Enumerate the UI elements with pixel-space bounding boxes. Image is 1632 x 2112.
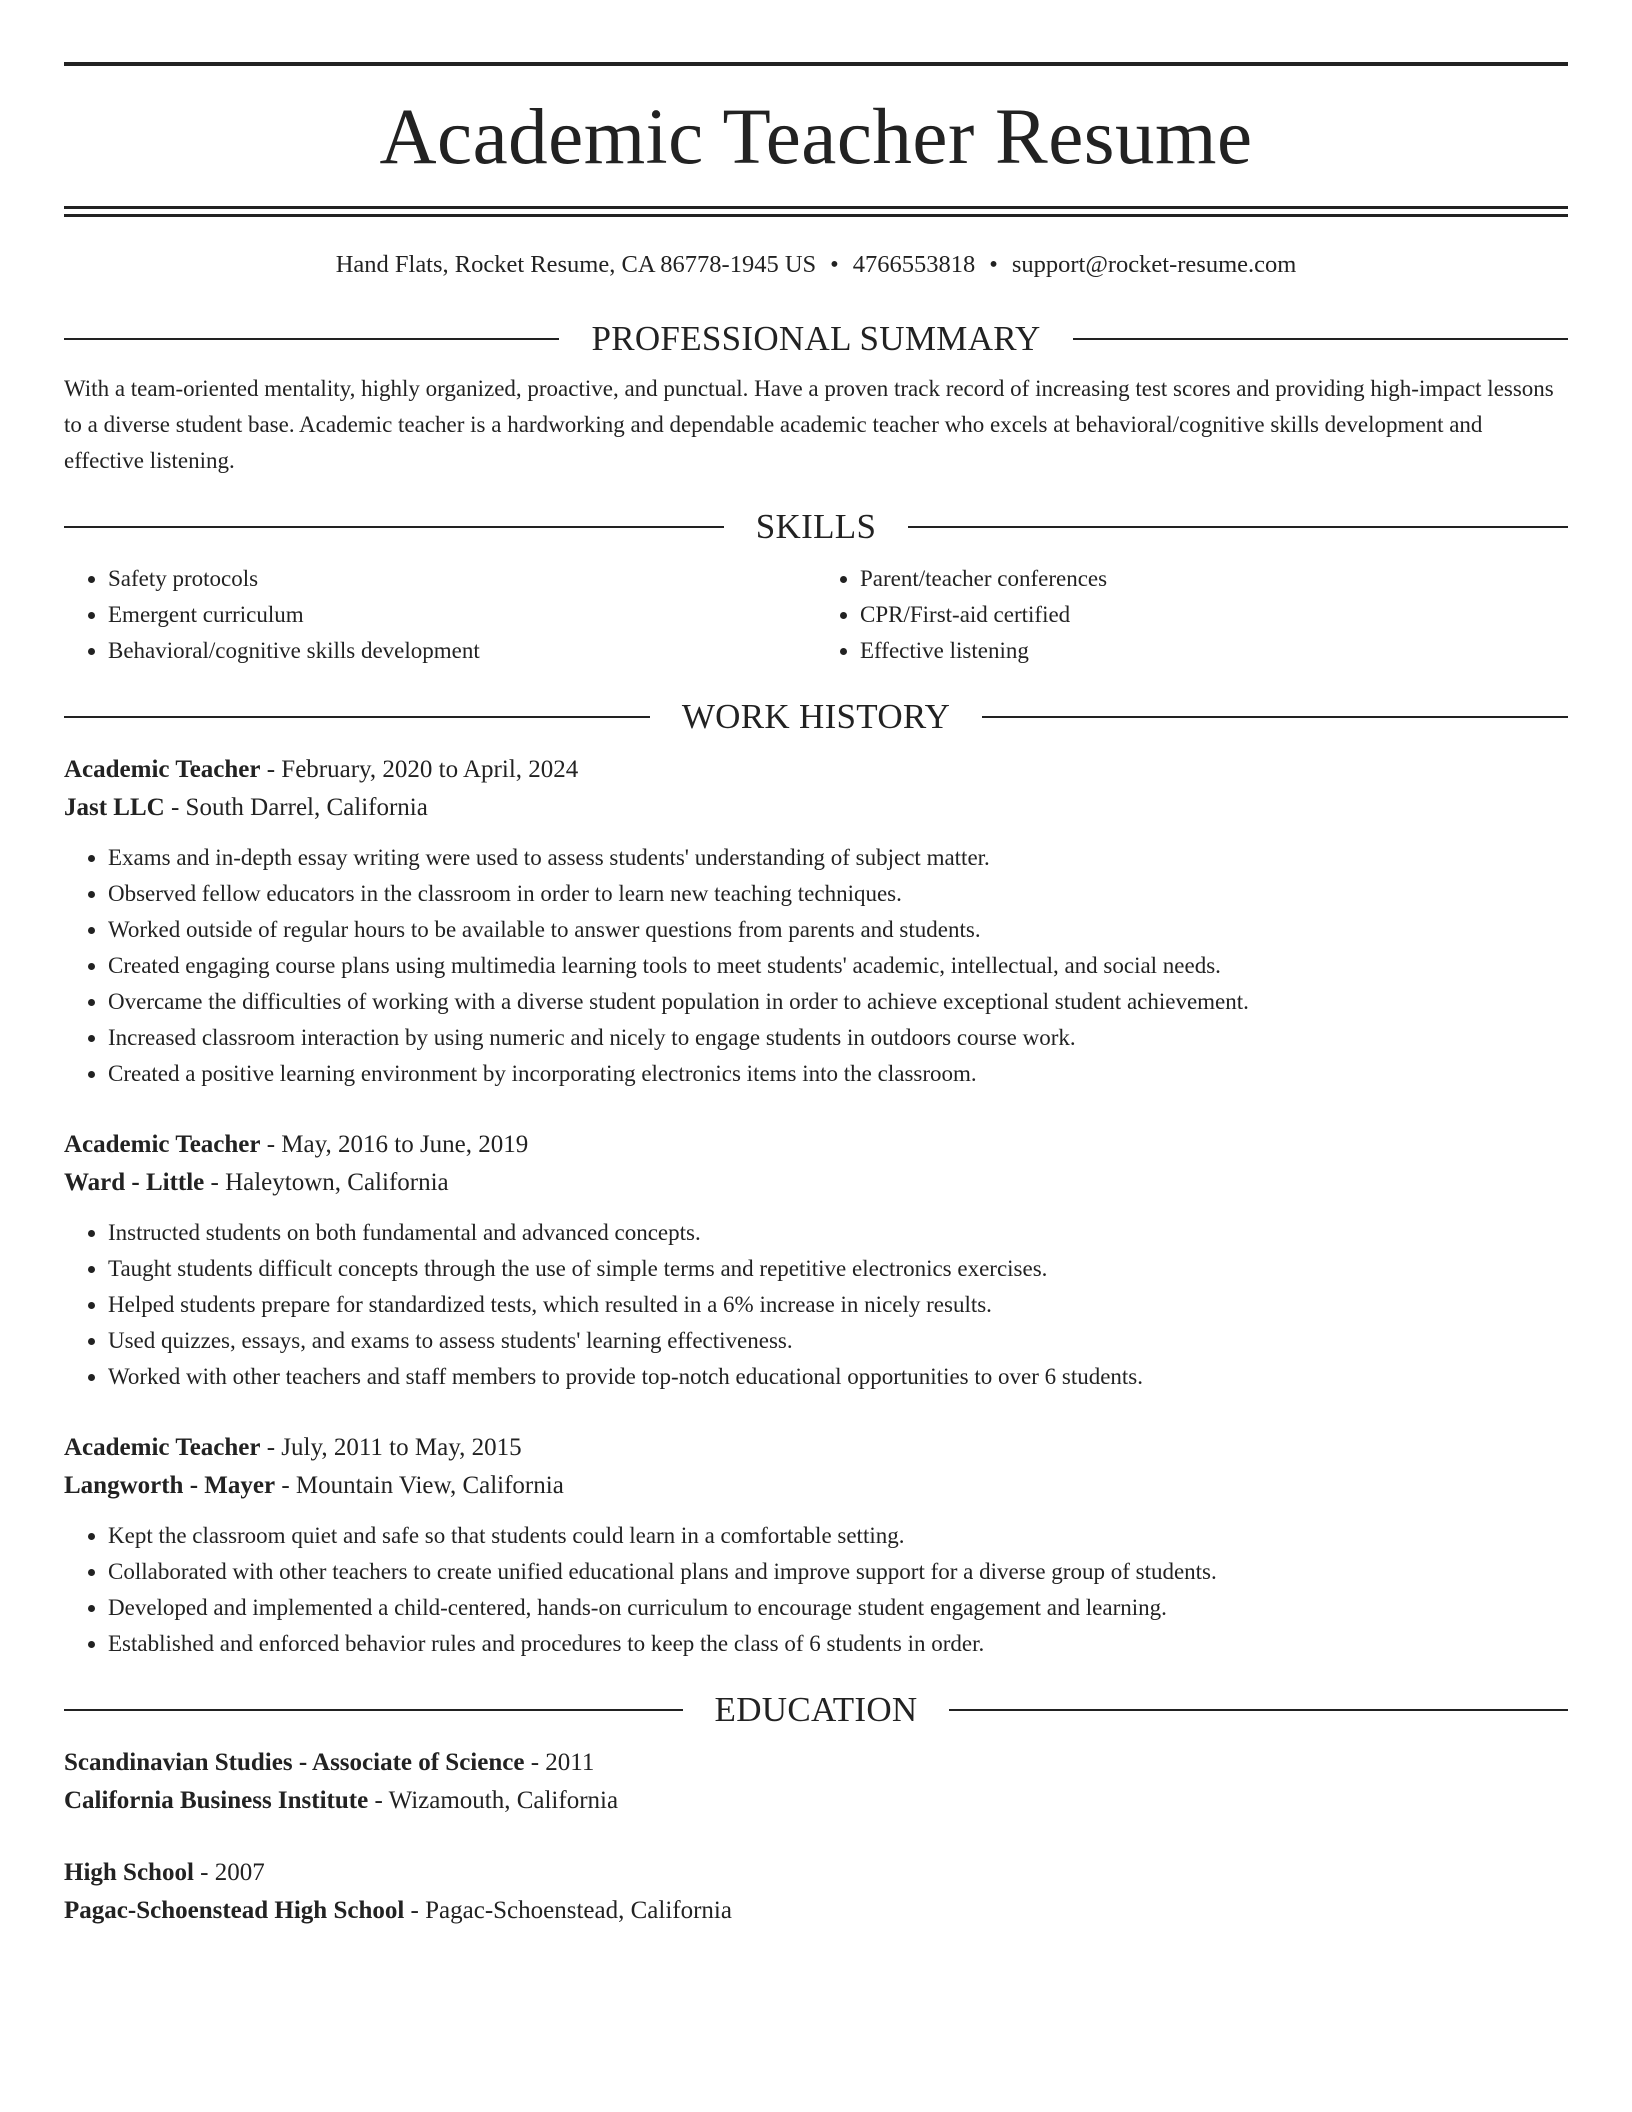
job-bullets [64, 840, 1568, 1092]
job-bullets [64, 1215, 1568, 1395]
job-title: Academic Teacher [64, 756, 261, 783]
skill-item: • Emergent curriculum [108, 597, 816, 633]
heading-rule [64, 716, 650, 718]
resume-page [64, 62, 1568, 1930]
resume-title: Academic Teacher Resume [379, 94, 1253, 181]
job-bullet: • Used quizzes, essays, and exams to assess students' learning effectiveness. [108, 1323, 1568, 1359]
job-bullet: • Worked outside of regular hours to be available to answer questions from parents and students. [108, 912, 1568, 948]
job-dates: - July, 2011 to May, 2015 [260, 1434, 522, 1461]
section-title: WORK HISTORY [681, 697, 951, 736]
contact-line [64, 249, 1568, 281]
section-title: EDUCATION [714, 1690, 918, 1729]
job-bullet: • Instructed students on both fundamental and advanced concepts. [108, 1215, 1568, 1251]
job-bullet: • Created engaging course plans using multimedia learning tools to meet students' academic, intellectual, and social needs. [108, 948, 1568, 984]
section-work-heading [64, 695, 1568, 739]
skill-item: • CPR/First-aid certified [860, 597, 1568, 633]
heading-rule [982, 716, 1568, 718]
job-company-line [64, 789, 1568, 827]
education-year: - 2007 [193, 1859, 265, 1886]
job-bullet: • Worked with other teachers and staff members to provide top-notch educational opportunities to over 6 students. [108, 1359, 1568, 1395]
education-entry [64, 1744, 1568, 1820]
education-degree-line [64, 1744, 1568, 1782]
job-company-line [64, 1164, 1568, 1202]
education-school-line [64, 1782, 1568, 1820]
job-company: Langworth - Mayer [64, 1472, 276, 1499]
education-degree-line [64, 1854, 1568, 1892]
job-company: Ward - Little [64, 1169, 205, 1196]
job-dates: - May, 2016 to June, 2019 [260, 1131, 529, 1158]
job-bullet: • Established and enforced behavior rules and procedures to keep the class of 6 students in order. [108, 1626, 1568, 1662]
contact-email: support@rocket-resume.com [1011, 251, 1297, 278]
job-bullet: • Helped students prepare for standardized tests, which resulted in a 6% increase in nicely results. [108, 1287, 1568, 1323]
job-bullets [64, 1518, 1568, 1662]
job-title-line [64, 751, 1568, 789]
education-school: Pagac-Schoenstead High School [64, 1897, 405, 1924]
contact-phone: 4766553818 [852, 251, 976, 278]
skill-item: • Parent/teacher conferences [860, 561, 1568, 597]
section-summary-heading [64, 317, 1568, 361]
job-bullet: • Kept the classroom quiet and safe so that students could learn in a comfortable setting. [108, 1518, 1568, 1554]
skill-item: • Effective listening [860, 633, 1568, 669]
section-education-heading [64, 1688, 1568, 1732]
section-title: SKILLS [755, 507, 877, 546]
heading-rule [949, 1709, 1568, 1711]
job-company-line [64, 1467, 1568, 1505]
education-entry [64, 1854, 1568, 1930]
job-bullet: • Created a positive learning environment by incorporating electronics items into the classroom. [108, 1056, 1568, 1092]
job-entry [64, 1126, 1568, 1395]
title-double-rule [64, 206, 1568, 217]
contact-separator: • [830, 251, 839, 278]
heading-rule [64, 526, 724, 528]
heading-rule [1073, 338, 1568, 340]
education-location: - Pagac-Schoenstead, California [404, 1897, 732, 1924]
job-bullet: • Increased classroom interaction by using numeric and nicely to engage students in outdoors course work. [108, 1020, 1568, 1056]
education-degree: High School [64, 1859, 194, 1886]
job-company: Jast LLC [64, 794, 165, 821]
heading-rule [908, 526, 1568, 528]
job-bullet: • Observed fellow educators in the classroom in order to learn new teaching techniques. [108, 876, 1568, 912]
education-school: California Business Institute [64, 1787, 369, 1814]
job-location: - South Darrel, California [164, 794, 428, 821]
education-year: - 2011 [524, 1749, 595, 1776]
education-school-line [64, 1892, 1568, 1930]
job-bullet: • Taught students difficult concepts through the use of simple terms and repetitive electronics exercises. [108, 1251, 1568, 1287]
education-degree: Scandinavian Studies - Associate of Science [64, 1749, 525, 1776]
job-title: Academic Teacher [64, 1131, 261, 1158]
job-entry [64, 751, 1568, 1092]
contact-separator: • [989, 251, 998, 278]
job-title-line [64, 1429, 1568, 1467]
section-skills-heading [64, 505, 1568, 549]
job-title: Academic Teacher [64, 1434, 261, 1461]
job-bullet: • Collaborated with other teachers to create unified educational plans and improve support for a diverse group of students. [108, 1554, 1568, 1590]
skills-column-right [816, 561, 1568, 669]
job-dates: - February, 2020 to April, 2024 [260, 756, 579, 783]
job-bullet: • Developed and implemented a child-centered, hands-on curriculum to encourage student engagement and learning. [108, 1590, 1568, 1626]
job-title-line [64, 1126, 1568, 1164]
skills-column-left [64, 561, 816, 669]
job-location: - Haleytown, California [204, 1169, 449, 1196]
heading-rule [64, 338, 559, 340]
section-title: PROFESSIONAL SUMMARY [591, 319, 1041, 358]
skill-item: • Safety protocols [108, 561, 816, 597]
contact-address: Hand Flats, Rocket Resume, CA 86778-1945 US [335, 251, 817, 278]
summary-text: With a team-oriented mentality, highly organized, proactive, and punctual. Have a proven track record of increasing test scores and providing high-impact lessons to a diverse student base. Academic teacher is a hardworking and dependable academic teacher who excels at behavioral/cognitive skills development and effective listening. [64, 376, 1554, 473]
job-bullet: • Overcame the difficulties of working with a diverse student population in order to achieve exceptional student achievement. [108, 984, 1568, 1020]
skill-item: • Behavioral/cognitive skills development [108, 633, 816, 669]
job-bullet: • Exams and in-depth essay writing were used to assess students' understanding of subject matter. [108, 840, 1568, 876]
top-rule [64, 62, 1568, 66]
heading-rule [64, 1709, 683, 1711]
education-location: - Wizamouth, California [368, 1787, 619, 1814]
job-entry [64, 1429, 1568, 1662]
job-location: - Mountain View, California [275, 1472, 564, 1499]
skills-list [64, 561, 1568, 669]
